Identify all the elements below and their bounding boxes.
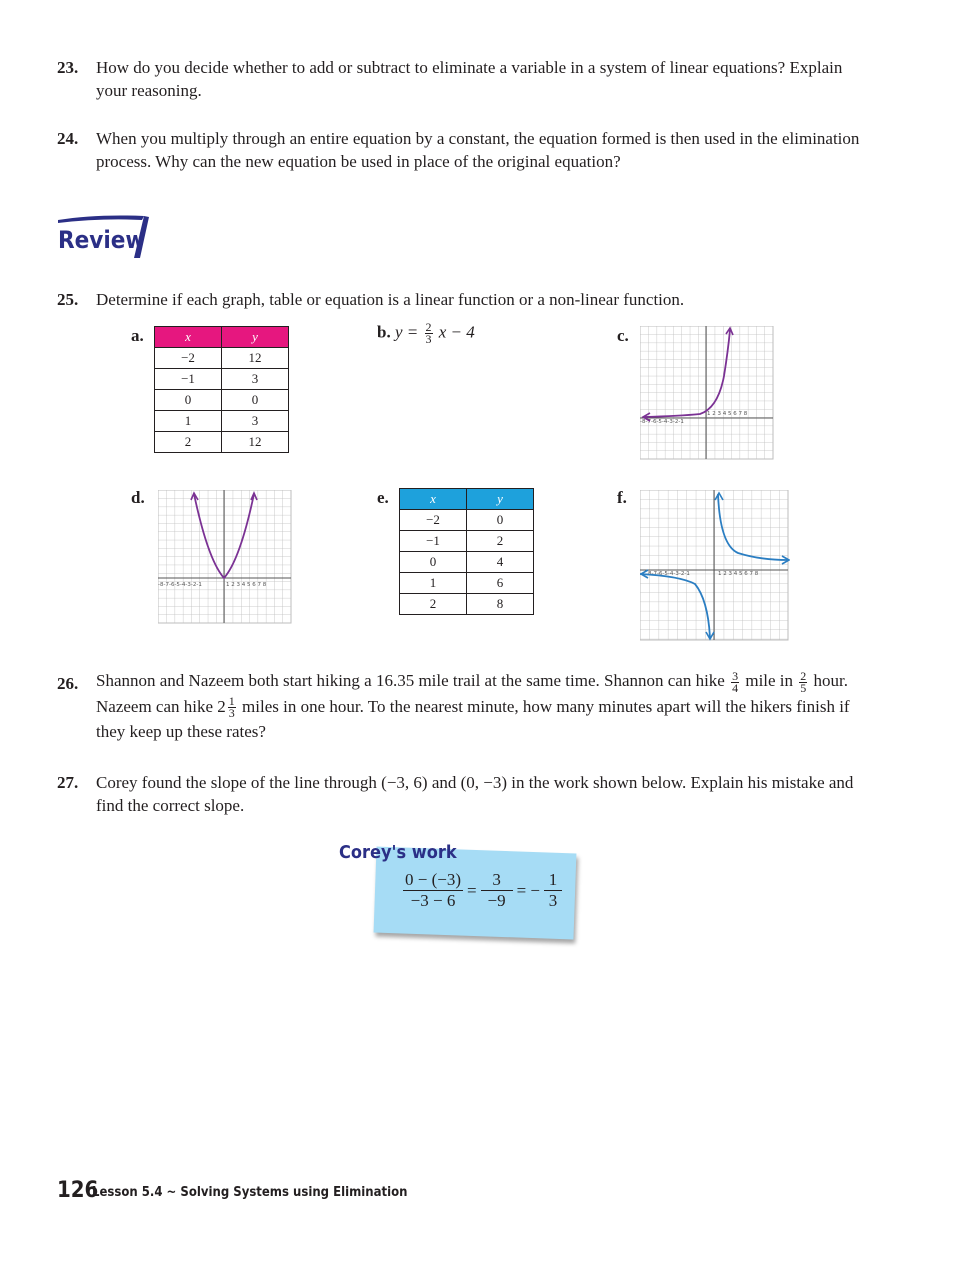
table-cell: 4: [467, 552, 534, 573]
table-e: [399, 488, 534, 615]
equals: = −: [516, 880, 541, 900]
denominator: 3: [548, 891, 558, 910]
question-number: 23.: [57, 58, 79, 77]
graph-f: [640, 490, 790, 642]
tick-labels: -8-7-6-5-4-3-2-1: [640, 419, 684, 425]
numerator: 1: [544, 870, 562, 891]
numerator: 2: [425, 320, 432, 334]
question-text: Corey found the slope of the line through (−3, 6) and (0, −3) in the work shown below. Explain his mistake and find the correct slope.: [96, 773, 854, 815]
denominator: −3 − 6: [410, 891, 456, 910]
table-cell: 0: [400, 552, 467, 573]
numerator: 1: [228, 694, 235, 709]
question-text: Determine if each graph, table or equation is a linear function or a non-linear function.: [96, 290, 685, 309]
denominator: 3: [228, 706, 235, 721]
numerator: 3: [481, 870, 513, 891]
table-cell: 8: [467, 594, 534, 615]
label-c: c.: [617, 326, 629, 345]
question-text: When you multiply through an entire equation by a constant, the equation formed is then used in the elimination process. Why can the new equation be used in place of the original equation?: [96, 129, 860, 171]
table-cell: 0: [155, 390, 222, 411]
table-cell: 2: [400, 594, 467, 615]
page-number: 126: [57, 1178, 99, 1203]
text-part: mile in: [745, 671, 794, 690]
table-cell: 12: [222, 432, 289, 453]
denominator: 3: [425, 332, 432, 346]
tick-labels: -8-7-6-5-4-3-2-1: [646, 571, 690, 577]
table-cell: 3: [222, 411, 289, 432]
equation-b: [377, 322, 475, 345]
fraction: [731, 668, 739, 695]
table-header: y: [467, 489, 534, 510]
question-number: 26.: [57, 674, 79, 693]
table-cell: 2: [467, 531, 534, 552]
table-cell: −1: [400, 531, 467, 552]
question-number: 24.: [57, 129, 79, 148]
equation-lhs: y =: [394, 322, 419, 342]
review-title: Review: [58, 226, 146, 254]
label-f: f.: [617, 488, 627, 507]
table-cell: 0: [467, 510, 534, 531]
fraction: [228, 696, 236, 719]
numerator: 0 − (−3): [405, 870, 461, 889]
table-cell: 2: [155, 432, 222, 453]
tick-labels: -8-7-6-5-4-3-2-1: [158, 582, 202, 588]
denominator: −9: [487, 891, 506, 910]
fraction: [544, 870, 562, 911]
label-b: b.: [377, 322, 391, 342]
review-heading: [56, 214, 151, 260]
table-a: [154, 326, 289, 453]
graph-d: [158, 490, 293, 625]
question-number: 25.: [57, 290, 79, 309]
denominator: 4: [732, 680, 739, 695]
graph-c: [640, 326, 775, 461]
fraction: [799, 668, 807, 695]
tick-labels: 1 2 3 4 5 6 7 8: [707, 411, 748, 417]
table-header: x: [400, 489, 467, 510]
label-a: a.: [131, 326, 144, 345]
fraction: [403, 870, 463, 911]
fraction: [425, 322, 433, 345]
text-part: miles in one hour. To the nearest minute, how many minutes apart will the hikers finish if they keep up these rates?: [96, 696, 850, 742]
table-cell: 3: [222, 369, 289, 390]
question-text: [96, 668, 871, 744]
table-header: y: [222, 327, 289, 348]
corey-equation: [403, 870, 562, 911]
corey-title: Corey's work: [339, 842, 457, 863]
table-cell: −2: [155, 348, 222, 369]
label-d: d.: [131, 488, 145, 507]
text-part: Shannon and Nazeem both start hiking a 16.35 mile trail at the same time. Shannon can hike: [96, 671, 725, 690]
numerator: 3: [732, 668, 739, 683]
tick-labels: 1 2 3 4 5 6 7 8: [718, 571, 759, 577]
question-number: 27.: [57, 773, 79, 792]
tick-labels: 1 2 3 4 5 6 7 8: [226, 582, 267, 588]
table-cell: 6: [467, 573, 534, 594]
text-part: hour. Nazeem can hike 2: [96, 671, 849, 716]
question-text: How do you decide whether to add or subtract to eliminate a variable in a system of linear equations? Explain your reasoning.: [96, 58, 843, 100]
table-cell: −2: [400, 510, 467, 531]
label-e: e.: [377, 488, 389, 507]
corey-work-card: [339, 842, 585, 942]
table-cell: 12: [222, 348, 289, 369]
table-header: x: [155, 327, 222, 348]
lesson-title: Lesson 5.4 ~ Solving Systems using Elimination: [92, 1185, 408, 1200]
table-cell: 0: [222, 390, 289, 411]
fraction: [481, 870, 513, 911]
table-cell: −1: [155, 369, 222, 390]
denominator: 5: [800, 680, 807, 695]
numerator: 2: [800, 668, 807, 683]
table-cell: 1: [155, 411, 222, 432]
equals: =: [467, 880, 477, 900]
table-cell: 1: [400, 573, 467, 594]
equation-rhs: x − 4: [438, 322, 475, 342]
